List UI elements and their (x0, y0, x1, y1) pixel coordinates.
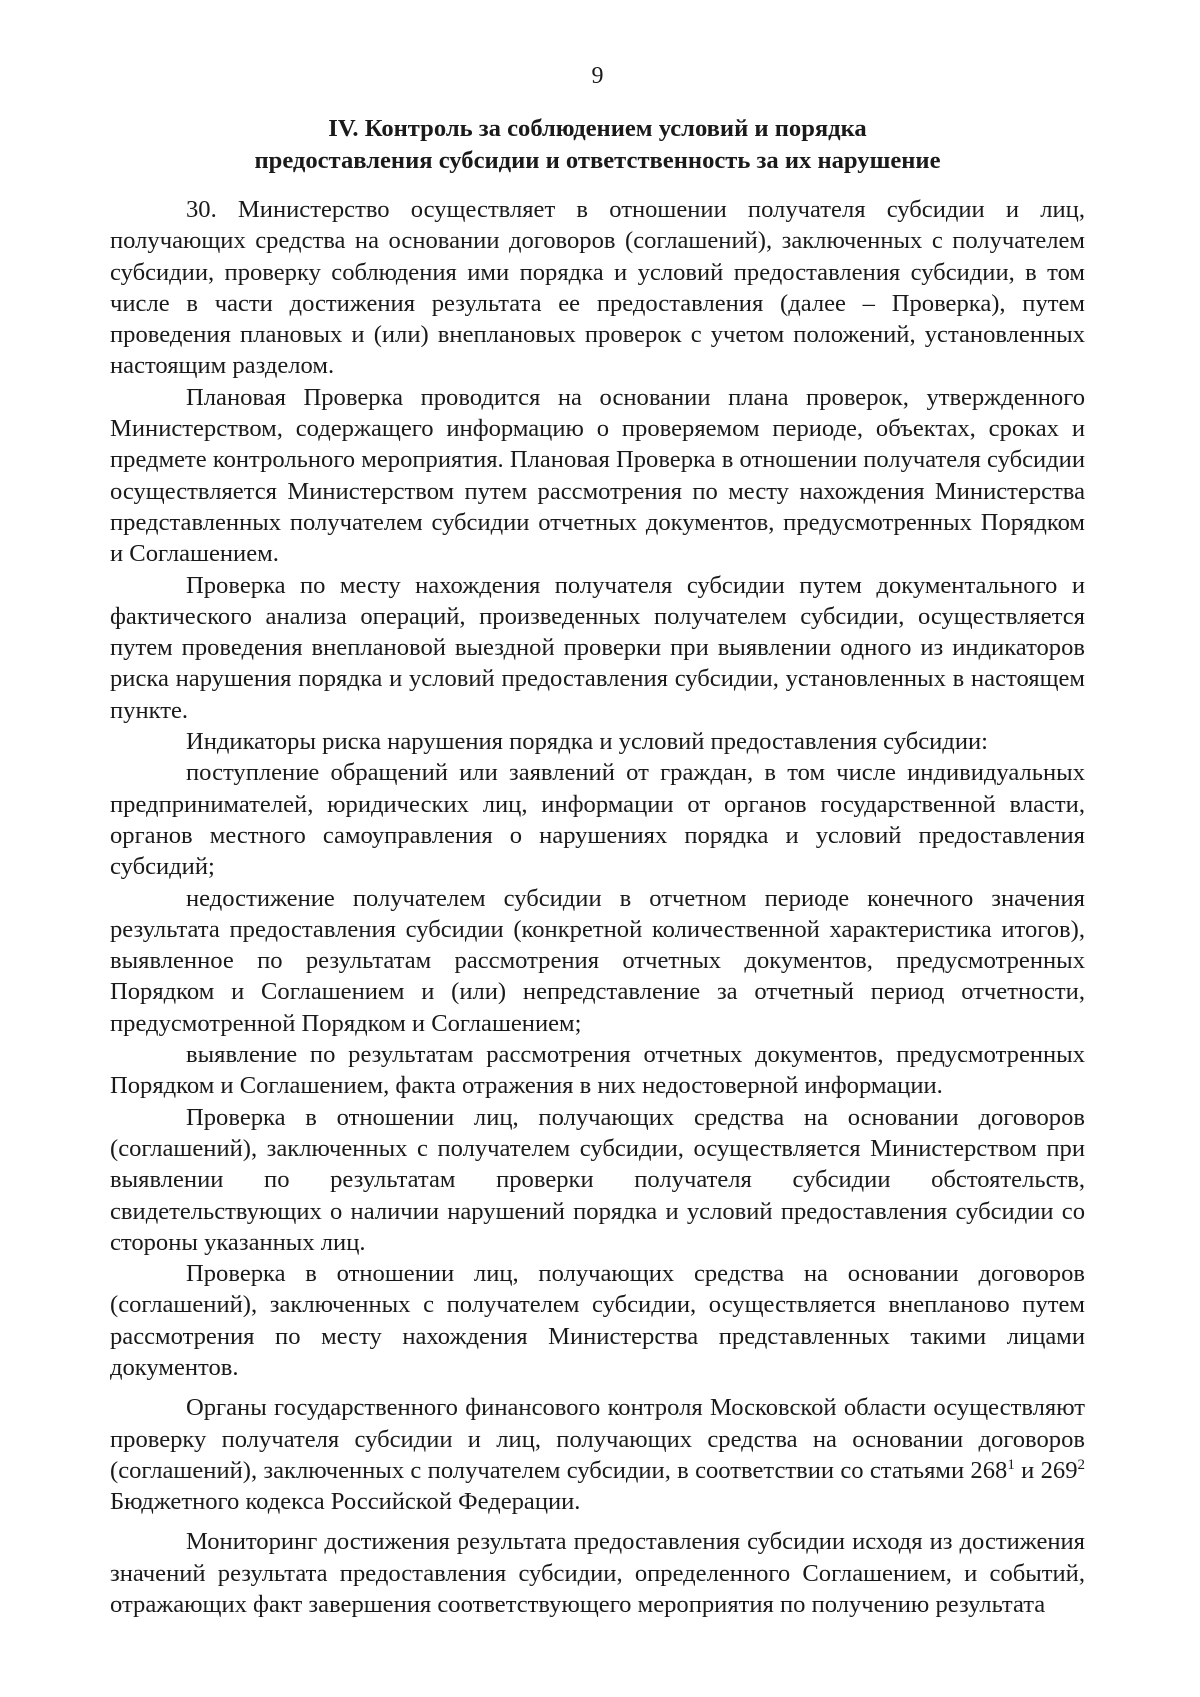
paragraph-third-parties-check: Проверка в отношении лиц, получающих средства на основании договоров (соглашений), заключенных с получателем субсидии, осуществляется Министерством при выявлении по результатам проверки получателя субсидии обстоятельств, свидетельствующих о наличии нарушений порядка и условий предоставления субсидии со стороны указанных лиц. (110, 1103, 1085, 1256)
paragraph-planned-check: Плановая Проверка проводится на основании плана проверок, утвержденного Министерством, содержащего информацию о проверяемом периоде, объектах, сроках и предмете контрольного мероприятия. Плановая Проверка в отношении получателя субсидии осуществляется Министерством путем рассмотрения по месту нахождения Министерства представленных получателем субсидии отчетных документов, предусмотренных Порядком и Соглашением. (110, 383, 1085, 568)
section-title-line-1: IV. Контроль за соблюдением условий и порядка (328, 115, 867, 142)
document-page (110, 0, 1085, 1697)
article-superscript-1: 1 (1007, 1456, 1015, 1473)
paragraph-financial-control-organs (110, 1392, 1085, 1517)
organs-text-part-1: Органы государственного финансового контроля Московской области осуществляют проверку получателя субсидии и лиц, получающих средства на основании договоров (соглашений), заключенных с получателем субсидии, в соответствии со статьями 268 (110, 1394, 1085, 1484)
paragraph-third-parties-unplanned: Проверка в отношении лиц, получающих средства на основании договоров (соглашений), заключенных с получателем субсидии, осуществляется внепланово путем рассмотрения по месту нахождения Министерства представленных такими лицами документов. (110, 1260, 1085, 1381)
organs-text-part-2: и 269 (1014, 1456, 1078, 1484)
paragraph-on-site-check: Проверка по месту нахождения получателя субсидии путем документального и фактического анализа операций, произведенных получателем субсидии, осуществляется путем проведения внеплановой выездной проверки при выявлении одного из индикаторов риска нарушения порядка и условий предоставления субсидии, установленных в настоящем пункте. (110, 571, 1085, 724)
paragraph-risk-indicator-3: выявление по результатам рассмотрения отчетных документов, предусмотренных Порядком и Соглашением, факта отражения в них недостоверной информации. (110, 1041, 1085, 1100)
section-title-line-2: предоставления субсидии и ответственность за их нарушение (254, 147, 941, 174)
paragraph-risk-indicator-2: недостижение получателем субсидии в отчетном периоде конечного значения результата предоставления субсидии (конкретной количественной характеристика итогов), выявленное по результатам рассмотрения отчетных документов, предусмотренных Порядком и Соглашением и (или) непредставление за отчетный период отчетности, предусмотренной Порядком и Соглашением; (110, 884, 1085, 1037)
paragraph-monitoring: Мониторинг достижения результата предоставления субсидии исходя из достижения значений результата предоставления субсидии, определенного Соглашением, и событий, отражающих факт завершения соответствующего мероприятия по получению результата (110, 1528, 1085, 1619)
section-title (110, 113, 1085, 177)
paragraph-risk-indicator-1: поступление обращений или заявлений от граждан, в том числе индивидуальных предпринимателей, юридических лиц, информации от органов государственной власти, органов местного самоуправления о нарушениях порядка и условий предоставления субсидий; (110, 759, 1085, 881)
paragraph-risk-indicators-intro: Индикаторы риска нарушения порядка и условий предоставления субсидии: (186, 728, 988, 756)
article-superscript-2: 2 (1077, 1456, 1085, 1473)
body-text (110, 194, 1085, 1620)
page-number: 9 (591, 63, 604, 89)
organs-text-part-3: Бюджетного кодекса Российской Федерации. (110, 1488, 581, 1516)
paragraph-30: 30. Министерство осуществляет в отношении получателя субсидии и лиц, получающих средства на основании договоров (соглашений), заключенных с получателем субсидии, проверку соблюдения ими порядка и условий предоставления субсидии, в том числе в части достижения результата ее предоставления (далее – Проверка), путем проведения плановых и (или) внеплановых проверок с учетом положений, установленных настоящим разделом. (110, 196, 1085, 380)
